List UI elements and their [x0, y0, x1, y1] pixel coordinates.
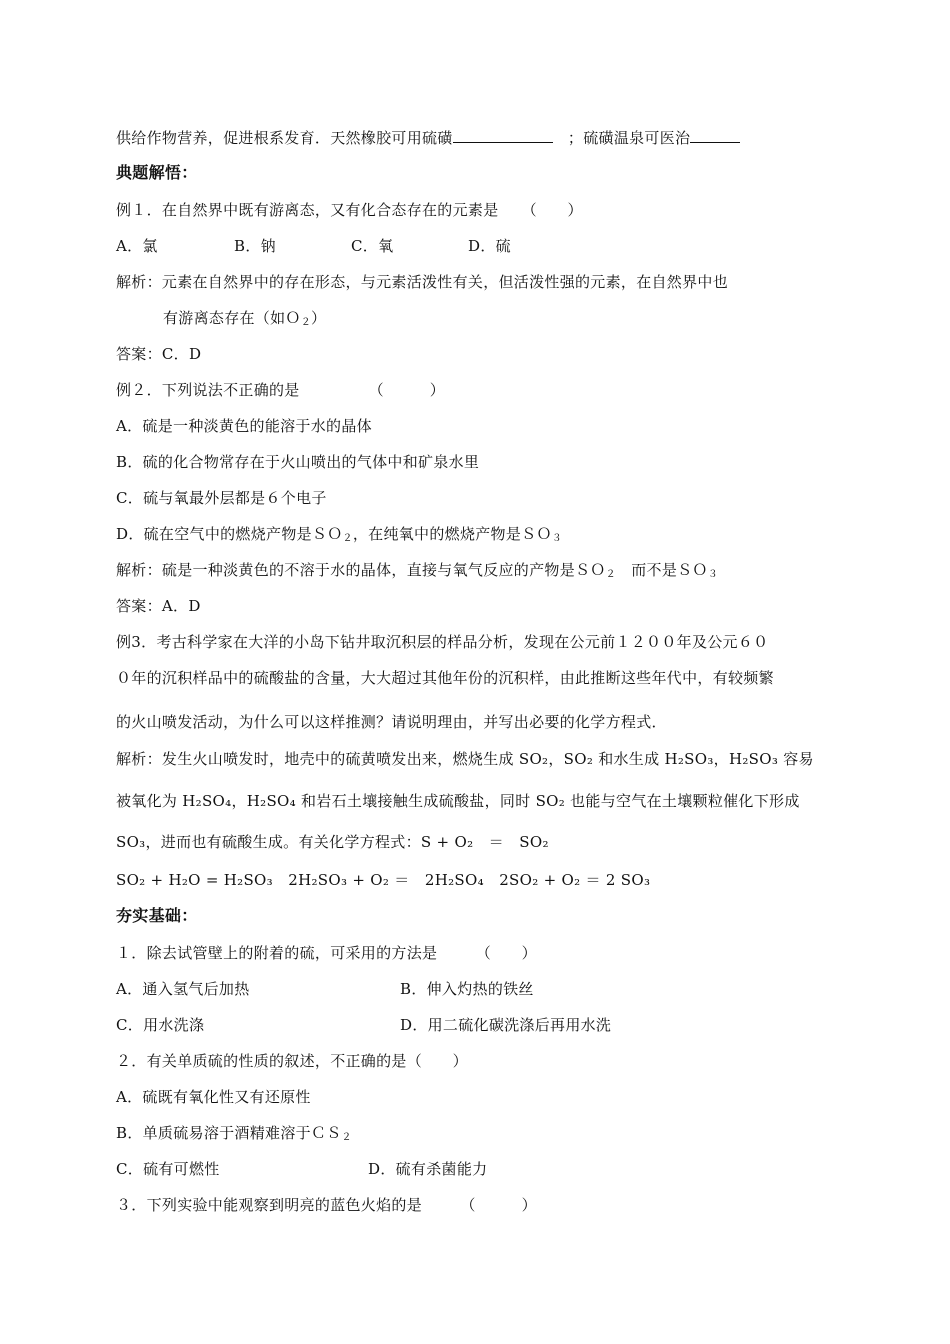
- example1-option-d: D．硫: [468, 237, 511, 255]
- example3-solution-line1: 解析：发生火山喷发时，地壳中的硫黄喷发出来，燃烧生成 SO₂，SO₂ 和水生成 H₂SO₃，H₂SO₃ 容易: [116, 750, 814, 768]
- example2-option-b: B．硫的化合物常存在于火山喷出的气体中和矿泉水里: [116, 453, 480, 471]
- example2-answer: 答案：A．D: [116, 597, 201, 615]
- example3-solution-line3: SO₃，进而也有硫酸生成。有关化学方程式：S + O₂ ＝ SO₂: [116, 833, 549, 851]
- question1-option-d: D．用二硫化碳洗涤后再用水洗: [400, 1016, 612, 1034]
- example2-option-c: C．硫与氧最外层都是６个电子: [116, 489, 327, 507]
- question2-option-b: B．单质硫易溶于酒精难溶于ＣＳ$_2$: [116, 1124, 352, 1143]
- example1-question: 例１．在自然界中既有游离态，又有化合态存在的元素是 （ ）: [116, 201, 583, 219]
- example2-option-d: D．硫在空气中的燃烧产物是ＳＯ$_2$，在纯氧中的燃烧产物是ＳＯ$_3$: [116, 525, 563, 544]
- question2-option-a: A．硫既有氧化性又有还原性: [116, 1088, 311, 1106]
- example3-question-line1: 例3．考古科学家在大洋的小岛下钻井取沉积层的样品分析，发现在公元前１２００年及公元６０: [116, 633, 769, 651]
- example3-equations: SO₂ + H₂O = H₂SO₃ 2H₂SO₃ + O₂ ＝ 2H₂SO₄ 2SO₂ + O₂ ＝ 2 SO₃: [116, 871, 651, 889]
- question2: ２．有关单质硫的性质的叙述，不正确的是（ ）: [116, 1052, 468, 1070]
- example1-option-b: B．钠: [234, 237, 276, 255]
- example1-answer: 答案：C．D: [116, 345, 202, 363]
- example3-question-line2: ０年的沉积样品中的硫酸盐的含量，大大超过其他年份的沉积样，由此推断这些年代中，有较频繁: [116, 669, 774, 687]
- example1-solution-line1: 解析：元素在自然界中的存在形态，与元素活泼性有关，但活泼性强的元素，在自然界中也: [116, 273, 729, 291]
- section-heading-examples: 典题解悟：: [116, 163, 198, 182]
- fill-blank-1[interactable]: [453, 127, 553, 143]
- example1-solution-line2: 有游离态存在（如Ｏ$_2$）: [163, 309, 327, 328]
- example2-option-a: A．硫是一种淡黄色的能溶于水的晶体: [116, 417, 372, 435]
- example2-question: 例２．下列说法不正确的是 （ ）: [116, 381, 446, 399]
- example1-option-c: C．氧: [351, 237, 394, 255]
- intro-line: 供给作物营养，促进根系发育．天然橡胶可用硫磺 ；硫磺温泉可医治: [116, 127, 740, 149]
- example3-question-line3: 的火山喷发活动，为什么可以这样推测？请说明理由，并写出必要的化学方程式．: [116, 713, 667, 731]
- question1-option-b: B．伸入灼热的铁丝: [400, 980, 534, 998]
- question1-option-c: C．用水洗涤: [116, 1016, 205, 1034]
- example1-option-a: A．氯: [116, 237, 158, 255]
- fill-blank-2[interactable]: [690, 127, 740, 143]
- question2-option-c: C．硫有可燃性: [116, 1160, 220, 1178]
- example2-solution: 解析：硫是一种淡黄色的不溶于水的晶体，直接与氧气反应的产物是ＳＯ$_2$ 而不是ＳＯ$_3$: [116, 561, 719, 580]
- section-heading-basics: 夯实基础：: [116, 906, 198, 925]
- example3-solution-line2: 被氧化为 H₂SO₄，H₂SO₄ 和岩石土壤接触生成硫酸盐，同时 SO₂ 也能与空气在土壤颗粒催化下形成: [116, 792, 800, 810]
- question1: １．除去试管壁上的附着的硫，可采用的方法是 （ ）: [116, 944, 537, 962]
- question1-option-a: A．通入氢气后加热: [116, 980, 250, 998]
- question2-option-d: D．硫有杀菌能力: [368, 1160, 488, 1178]
- question3: ３．下列实验中能观察到明亮的蓝色火焰的是 （ ）: [116, 1196, 537, 1214]
